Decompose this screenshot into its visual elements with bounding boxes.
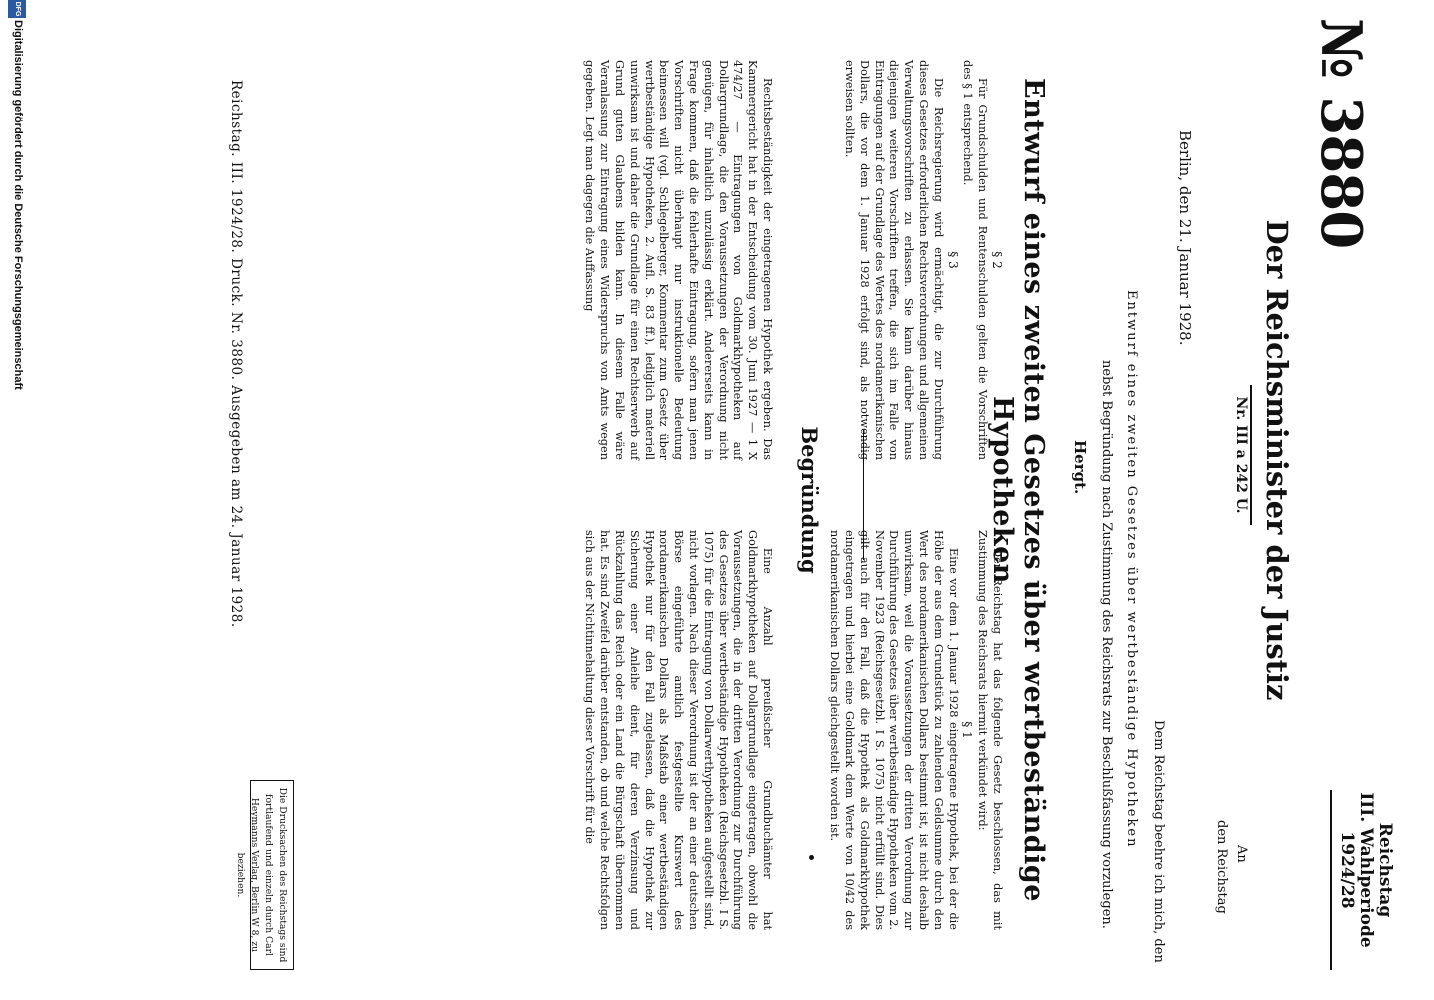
stamp-divider	[1330, 790, 1332, 970]
print-number: № 3880	[1308, 18, 1374, 249]
section-divider	[863, 430, 864, 560]
legislative-period: III. Wahlperiode	[1356, 792, 1376, 948]
draft-intro: Der Reichstag hat das folgende Gesetz beschlossen, das mit Zustimmung des Reichsrats hiermit verkündet wird:	[976, 530, 1004, 930]
ink-dot	[809, 855, 814, 860]
place-date: Berlin, den 21. Januar 1928.	[1176, 130, 1194, 346]
draft-left-column	[826, 530, 1004, 930]
recipient-line-2: den Reichstag	[1214, 820, 1229, 914]
recipient-line-1: An	[1234, 845, 1249, 863]
letter-line-2: Entwurf eines zweiten Gesetzes über wertbeständige Hypotheken	[1124, 290, 1139, 849]
institution-name: Reichstag	[1375, 822, 1395, 918]
reasons-left-text: Eine Anzahl preußischer Grundbuchämter hat Goldmarkhypotheken auf Dollargrundlage eingetragen, obwohl die Voraussetzungen, die in der dritten Verordnung zur Durchführung des Gesetzes über wertbeständige Hypotheken (Reichsgesetzbl. I S. 1075) für die Eintragung von Dollarwerthypotheken aufgestellt sind, nicht vorlagen. Nach dieser Verordnung ist der an einer deutschen Börse eingeführte amtlich festgestellte Kurswert des nordamerikanischen Dollars als Maßstab einer wertbeständigen Hypothek nur für den Fall zugelassen, daß die Hypothek zur Sicherung einer Anleihe dient, für deren Verzinsung und Rückzahlung das Reich oder ein Land die Bürgschaft übernommen hat. Es sind Zweifel darüber entstanden, ob und welche Rechtsfolgen sich aus der Nichtinnehaltung dieser Vorschrift für die	[583, 530, 774, 930]
draft-title: Entwurf eines zweiten Gesetzes über wertbeständige Hypotheken	[987, 77, 1049, 902]
document-footer: Reichstag. III. 1924/28. Druck. Nr. 3880. Ausgegeben am 24. Januar 1928.	[228, 80, 244, 628]
section-3-heading: § 3	[945, 251, 960, 269]
dfg-logo-icon: DFG	[8, 0, 26, 18]
reichstag-stamp	[1337, 770, 1394, 970]
section-2-heading: § 2	[990, 251, 1004, 269]
reasons-right-text: Rechtsbeständigkeit der eingetragenen Hypothek ergeben. Das Kammergericht hat in der Entscheidung vom 30. Juni 1927 — 1 X 474/27 — Eintragungen von Goldmarkhypotheken auf Dollargrundlage, die den Voraussetzungen der Verordnung nicht genügen, für inhaltlich unzulässig erklärt. Andererseits kann in Frage kommen, daß die fehlerhafte Eintragung, sofern man jenen Vorschriften nicht überhaupt nur instruktionelle Bedeutung beimessen will (vgl. Schlegelberger, Kommentar zum Gesetz über wertbeständige Hypotheken, 2. Aufl. S. 83 ff.), lediglich materiell unwirksam ist und daher die Grundlage für einen Rechtserwerb auf Grund guten Glaubens bilden kann. In diesem Falle wäre Veranlassung zur Eintragung eines Widerspruchs von Amts wegen gegeben. Legt man dagegen die Auffassung	[583, 60, 774, 460]
signature: Hergt.	[1071, 440, 1089, 495]
section-3-text: Die Reichsregierung wird ermächtigt, die zur Durchführung dieses Gesetzes erforderlichen Rechtsverordnungen und allgemeinen Verwaltungsvorschriften zu erlassen. Sie kann darüber hinaus diejenigen weiteren Vorschriften treffen, die sich im Falle von Eintragungen auf der Grundlage des Wertes des nordamerikanischen Dollars, die vor dem 1. Januar 1928 erfolgt sind, als notwendig erweisen sollten.	[843, 60, 945, 460]
reference-number: Nr. III a 242 U.	[1233, 385, 1252, 525]
distribution-note-box: Die Drucksachen des Reichstags sind fortlaufend und einzeln durch Carl Heymanns Verlag, Berlin W 8, zu beziehen.	[250, 780, 294, 970]
letter-line-3: nebst Begründung nach Zustimmung des Reichsrats zur Beschlußfassung vorzulegen.	[1099, 360, 1114, 929]
section-1-heading: § 1	[960, 721, 975, 739]
draft-right-column	[841, 60, 1004, 460]
section-1-text: Eine vor dem 1. Januar 1928 eingetragene Hypothek, bei der die Höhe der aus dem Grundstück zu zahlenden Geldsumme durch den Wert des nordamerikanischen Dollars bestimmt ist, ist nicht deshalb unwirksam, weil die Voraussetzungen der dritten Verordnung zur Durchführung des Gesetzes über wertbeständige Hypotheken vom 2. November 1923 (Reichsgesetzbl. I S. 1075) nicht erfüllt sind. Dies gilt auch für den Fall, daß die Hypothek als Goldmarkhypothek eingetragen und hierbei eine Goldmark dem Werte von 10/42 des nordamerikanischen Dollars gleichgestellt worden ist.	[828, 530, 960, 930]
ministry-title: Der Reichsminister der Justiz	[1260, 219, 1294, 701]
reasons-left-column	[582, 530, 774, 930]
reasons-right-column	[582, 60, 774, 460]
section-2-text: Für Grundschulden und Rentenschulden gelten die Vorschriften des § 1 entsprechend.	[961, 60, 990, 460]
period-years: 1924/28	[1337, 831, 1357, 909]
digitization-credit: Digitalisierung gefördert durch die Deutsche Forschungsgemeinschaft	[12, 20, 24, 390]
letter-line-1: Dem Reichstag beehre ich mich, den	[1151, 720, 1166, 963]
reasons-heading: Begründung	[797, 426, 822, 574]
